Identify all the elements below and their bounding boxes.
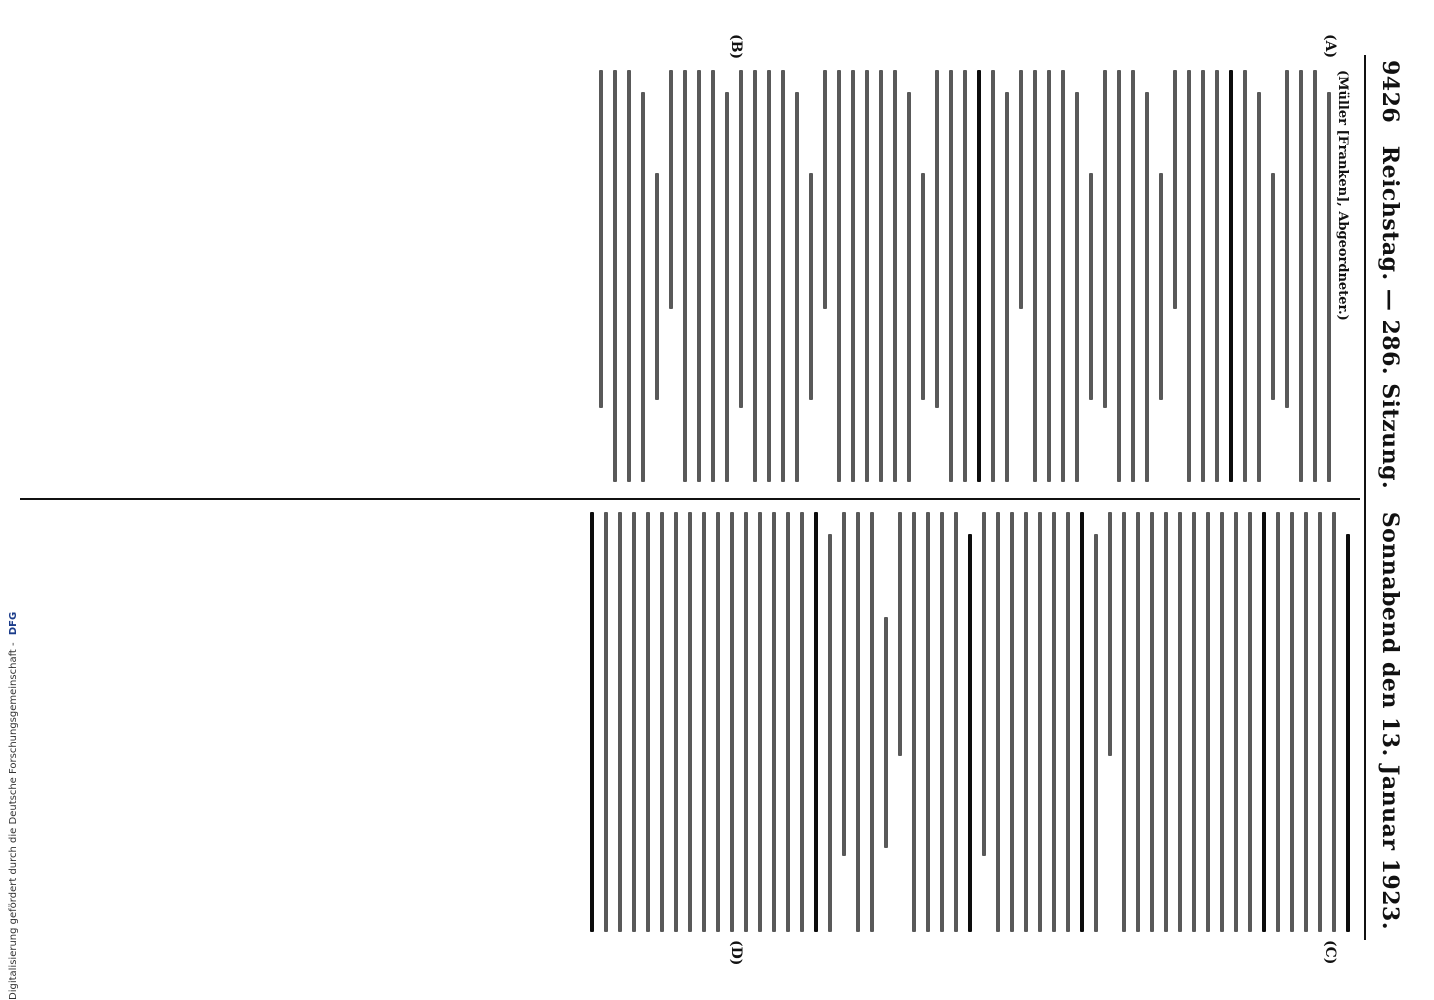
header-rule xyxy=(1364,55,1366,940)
paragraph xyxy=(1271,70,1275,482)
paragraph xyxy=(1159,70,1163,482)
running-title: Reichstag. — 286. Sitzung. xyxy=(1377,145,1403,490)
paragraph xyxy=(1103,70,1149,482)
right-column xyxy=(30,512,1350,932)
left-column xyxy=(30,70,1350,482)
page-header xyxy=(1368,60,1412,930)
paragraph xyxy=(669,70,729,482)
paragraph xyxy=(1019,70,1079,482)
paragraph xyxy=(1108,512,1350,932)
column-divider xyxy=(20,498,1360,500)
digitization-credit xyxy=(8,560,22,1000)
paragraph xyxy=(842,512,888,932)
paragraph xyxy=(599,70,645,482)
margin-letter-c: (C) xyxy=(1322,940,1338,965)
dfg-logo: DFG xyxy=(8,611,19,636)
paragraph xyxy=(898,512,972,932)
paragraph xyxy=(1173,70,1261,482)
margin-letter-a: (A) xyxy=(1322,34,1338,59)
paragraph xyxy=(739,70,799,482)
paragraph xyxy=(935,70,1009,482)
paragraph xyxy=(921,70,925,482)
paragraph xyxy=(590,512,832,932)
paragraph xyxy=(1285,70,1331,482)
credit-text: Digitalisierung gefördert durch die Deutsche Forschungsgemeinschaft - xyxy=(8,642,19,1000)
session-date: Sonnabend den 13. Januar 1923. xyxy=(1377,511,1403,930)
page-number: 9426 xyxy=(1377,60,1403,124)
paragraph xyxy=(823,70,911,482)
paragraph xyxy=(982,512,1098,932)
margin-letter-d: (D) xyxy=(728,940,744,966)
paragraph xyxy=(809,70,813,482)
margin-letter-b: (B) xyxy=(728,34,744,60)
paragraph xyxy=(1089,70,1093,482)
paragraph xyxy=(655,70,659,482)
speaker-name: (Müller [Franken], Abgeordneter.) xyxy=(1335,70,1350,321)
